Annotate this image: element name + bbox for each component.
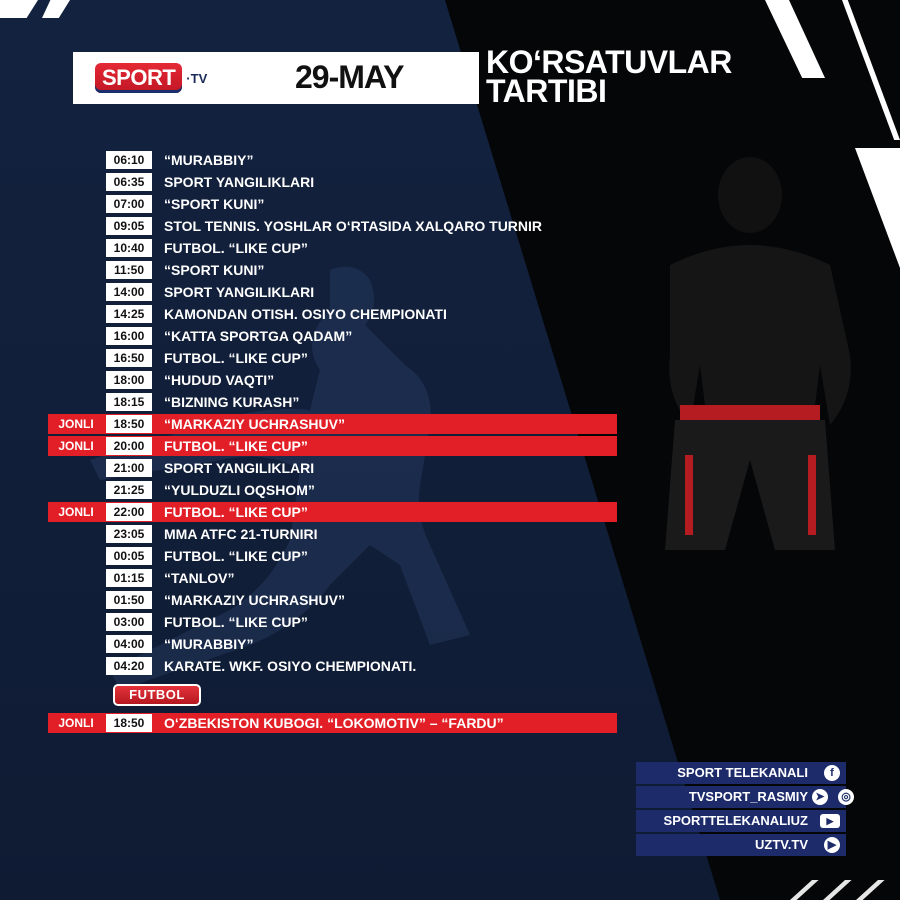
program-time: 18:00 [106,371,152,389]
social-label: UZTV.TV [755,837,808,852]
program-time: 14:00 [106,283,152,301]
social-link-row[interactable] [636,810,846,832]
program-time: 04:00 [106,635,152,653]
program-time: 16:00 [106,327,152,345]
fighter-image [640,155,860,565]
live-tag: JONLI [58,439,94,453]
logo-tv-text: ·TV [186,70,208,86]
program-time: 03:00 [106,613,152,631]
program-time: 14:25 [106,305,152,323]
program-title: KARATE. WKF. OSIYO CHEMPIONATI. [164,658,417,674]
program-title: “MURABBIY” [164,152,254,168]
program-title: SPORT YANGILIKLARI [164,284,315,300]
schedule-row [48,524,618,544]
play-icon[interactable]: ▶ [824,837,840,853]
futbol-live-row [48,713,618,733]
program-time: 06:35 [106,173,152,191]
schedule-row [48,480,618,500]
program-title: FUTBOL. “LIKE CUP” [164,350,308,366]
program-time: 11:50 [106,261,152,279]
schedule-row [48,392,618,412]
telegram-icon[interactable]: ➤ [812,789,828,805]
schedule-row [48,634,618,654]
program-time: 10:40 [106,239,152,257]
social-label: SPORT TELEKANALI [677,765,808,780]
program-time: 18:50 [106,714,152,732]
program-time: 01:15 [106,569,152,587]
schedule-row [48,568,618,588]
program-title: FUTBOL. “LIKE CUP” [164,240,308,256]
program-title: “HUDUD VAQTI” [164,372,275,388]
program-time: 21:00 [106,459,152,477]
schedule-row [48,370,618,390]
program-title: SPORT YANGILIKLARI [164,460,315,476]
social-links [636,762,851,858]
page-title [486,44,732,109]
program-title: “BIZNING KURASH” [164,394,300,410]
live-tag: JONLI [58,417,94,431]
program-title: O‘ZBEKISTON KUBOGI. “LOKOMOTIV” – “FARDU” [164,715,504,731]
logo-sport-text: SPORT [95,63,182,93]
social-link-row[interactable] [636,786,851,808]
program-time: 01:50 [106,591,152,609]
schedule-row [48,546,618,566]
program-time: 23:05 [106,525,152,543]
schedule-row [48,612,618,632]
program-title: STOL TENNIS. YOSHLAR O‘RTASIDA XALQARO TURNIR [164,218,543,234]
title-line-2: TARTIBI [486,73,607,109]
program-time: 04:20 [106,657,152,675]
social-link-row[interactable] [636,834,846,856]
live-tag: JONLI [58,505,94,519]
program-time: 09:05 [106,217,152,235]
schedule-row [48,172,618,192]
program-title: FUTBOL. “LIKE CUP” [164,614,308,630]
facebook-icon[interactable]: f [824,765,840,781]
program-time: 21:25 [106,481,152,499]
sport-tv-logo [95,63,207,93]
program-title: SPORT YANGILIKLARI [164,174,315,190]
program-title: “MARKAZIY UCHRASHUV” [164,416,345,432]
program-title: “TANLOV” [164,570,235,586]
program-title: “MURABBIY” [164,636,254,652]
schedule-row [48,194,618,214]
youtube-icon[interactable]: ▶ [820,814,840,828]
schedule-list [48,150,618,678]
social-link-row[interactable] [636,762,846,784]
program-time: 22:00 [106,503,152,521]
program-time: 18:50 [106,415,152,433]
program-time: 20:00 [106,437,152,455]
program-time: 18:15 [106,393,152,411]
schedule-row [48,216,618,236]
live-tag: JONLI [58,716,94,730]
program-time: 07:00 [106,195,152,213]
social-label: SPORTTELEKANALIUZ [663,813,808,828]
schedule-row [48,414,618,434]
program-title: “SPORT KUNI” [164,262,265,278]
schedule-row [48,326,618,346]
social-label: TVSPORT_RASMIY [688,789,808,804]
schedule-row [48,436,618,456]
title-line-1: KO‘RSATUVLAR [486,44,732,80]
program-title: KAMONDAN OTISH. OSIYO CHEMPIONATI [164,306,447,322]
program-title: FUTBOL. “LIKE CUP” [164,438,308,454]
schedule-row [48,590,618,610]
futbol-badge: FUTBOL [113,684,201,706]
program-time: 06:10 [106,151,152,169]
schedule-row [48,150,618,170]
program-title: “MARKAZIY UCHRASHUV” [164,592,345,608]
schedule-row [48,282,618,302]
schedule-row [48,348,618,368]
program-title: FUTBOL. “LIKE CUP” [164,504,308,520]
program-time: 00:05 [106,547,152,565]
schedule-row [48,260,618,280]
schedule-row [48,656,618,676]
instagram-icon[interactable]: ◎ [838,789,854,805]
schedule-date: 29-MAY [295,59,404,95]
program-title: MMA ATFC 21-TURNIRI [164,526,318,542]
schedule-row [48,304,618,324]
program-title: FUTBOL. “LIKE CUP” [164,548,308,564]
program-time: 16:50 [106,349,152,367]
schedule-row [48,238,618,258]
program-title: “YULDUZLI OQSHOM” [164,482,315,498]
schedule-row [48,502,618,522]
program-title: “KATTA SPORTGA QADAM” [164,328,353,344]
program-title: “SPORT KUNI” [164,196,265,212]
schedule-row [48,458,618,478]
